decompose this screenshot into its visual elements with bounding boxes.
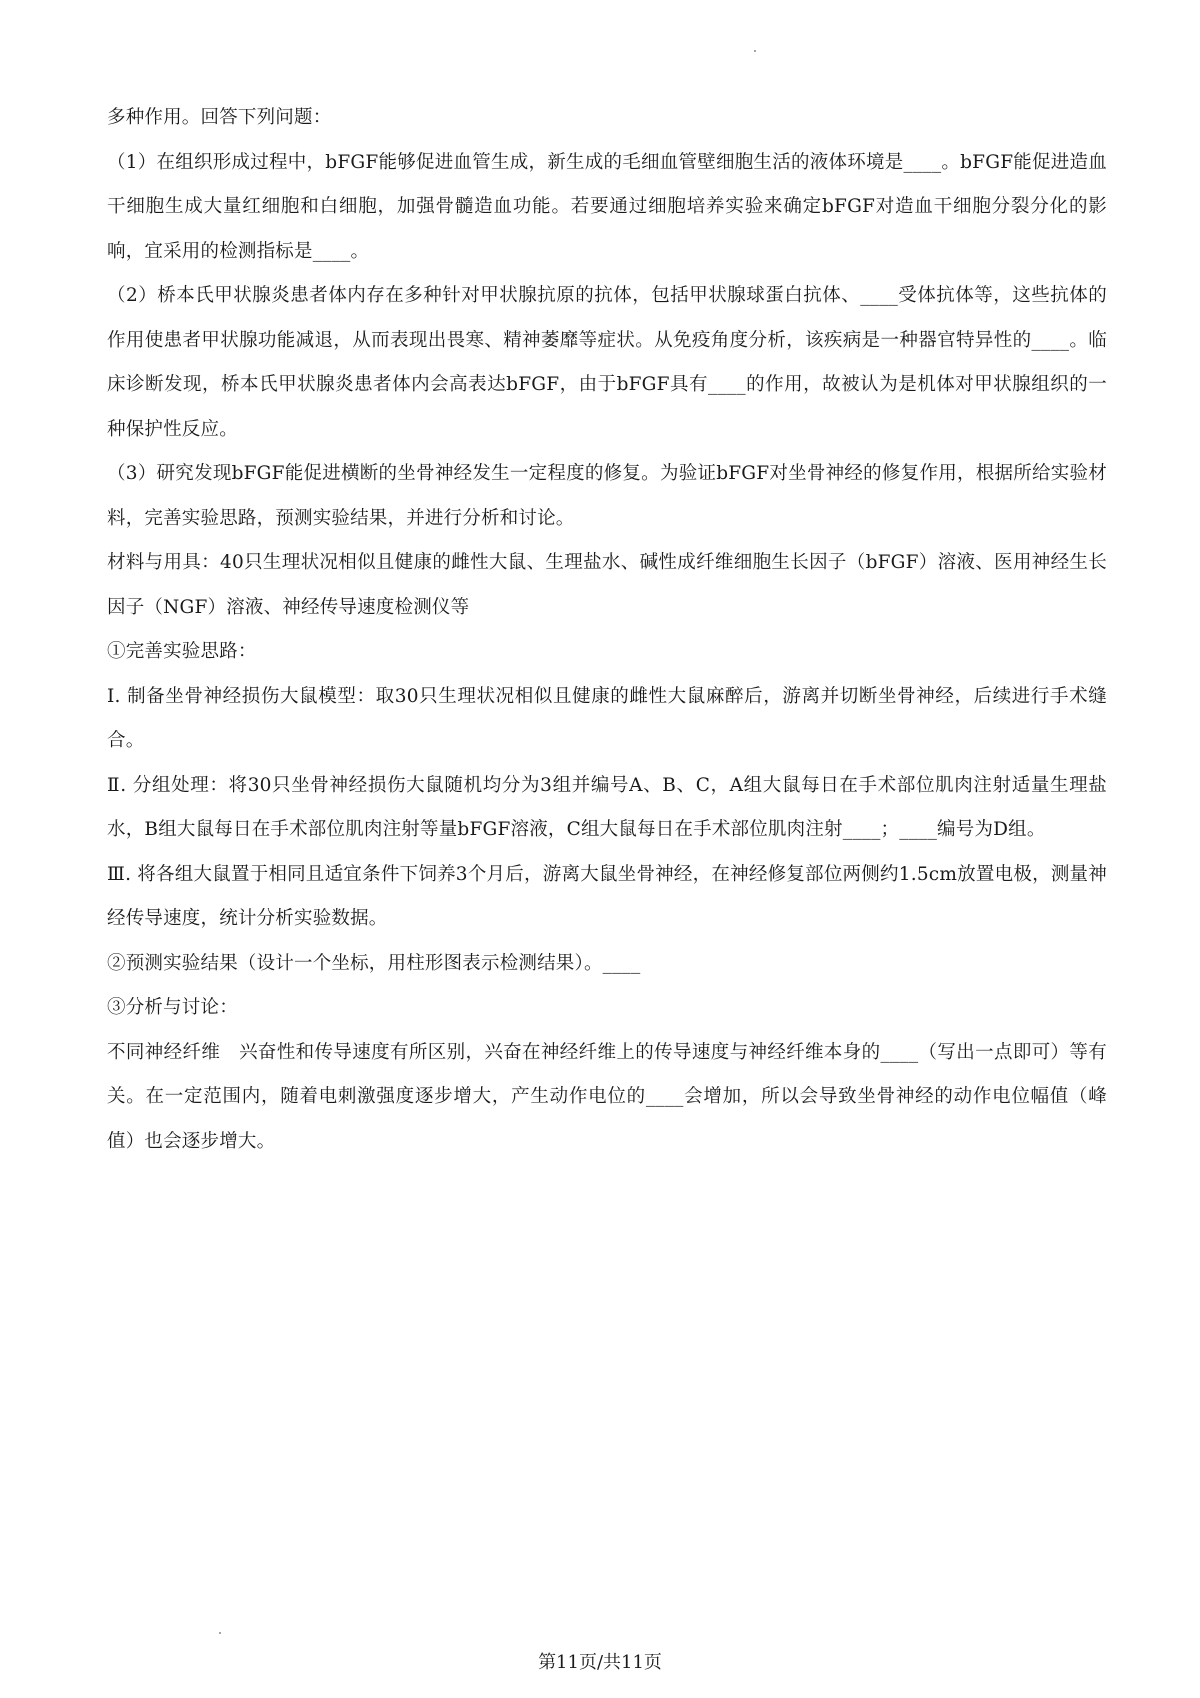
analysis-paragraph: 不同神经纤维 兴奋性和传导速度有所区别，兴奋在神经纤维上的传导速度与神经纤维本身的____（写出一点即可）等有关。在一定范围内，随着电刺激强度逐步增大，产生动作电位的____会增加，所以会导致坐骨神经的动作电位幅值（峰值）也会逐步增大。 [107, 1041, 1107, 1152]
predict-results: ②预测实验结果（设计一个坐标，用柱形图表示检测结果）。____ [107, 952, 641, 974]
scan-speck [754, 50, 756, 52]
scan-speck [219, 1632, 221, 1634]
question-part-3: （3）研究发现bFGF能促进横断的坐骨神经发生一定程度的修复。为验证bFGF对坐骨神经的修复作用，根据所给实验材料，完善实验思路，预测实验结果，并进行分析和讨论。 [107, 463, 1107, 529]
intro-line: 多种作用。回答下列问题： [107, 107, 332, 128]
analysis-heading: ③分析与讨论： [107, 997, 238, 1018]
question-part-1: （1）在组织形成过程中，bFGF能够促进血管生成，新生成的毛细血管壁细胞生活的液体环境是____。bFGF能促进造血干细胞生成大量红细胞和白细胞，加强骨髓造血功能。若要通过细胞培养实验来确定bFGF对造血干细胞分裂分化的影响，宜采用的检测指标是____。 [107, 151, 1107, 262]
experiment-idea-heading: ①完善实验思路： [107, 641, 257, 662]
question-body [107, 96, 1107, 1164]
step-2: Ⅱ. 分组处理：将30只坐骨神经损伤大鼠随机均分为3组并编号A、B、C，A组大鼠每日在手术部位肌肉注射适量生理盐水，B组大鼠每日在手术部位肌肉注射等量bFGF溶液，C组大鼠每日在手术部位肌肉注射____；____编号为D组。 [107, 774, 1107, 840]
materials-paragraph: 材料与用具：40只生理状况相似且健康的雌性大鼠、生理盐水、碱性成纤维细胞生长因子（bFGF）溶液、医用神经生长因子（NGF）溶液、神经传导速度检测仪等 [107, 552, 1107, 618]
step-1: I. 制备坐骨神经损伤大鼠模型：取30只生理状况相似且健康的雌性大鼠麻醉后，游离并切断坐骨神经，后续进行手术缝合。 [107, 685, 1107, 751]
step-3: Ⅲ. 将各组大鼠置于相同且适宜条件下饲养3个月后，游离大鼠坐骨神经，在神经修复部位两侧约1.5cm放置电极，测量神经传导速度，统计分析实验数据。 [107, 863, 1107, 929]
page-footer: 第11页/共11页 [538, 1652, 662, 1673]
question-part-2: （2）桥本氏甲状腺炎患者体内存在多种针对甲状腺抗原的抗体，包括甲状腺球蛋白抗体、____受体抗体等，这些抗体的作用使患者甲状腺功能减退，从而表现出畏寒、精神萎靡等症状。从免疫角度分析，该疾病是一种器官特异性的____。临床诊断发现，桥本氏甲状腺炎患者体内会高表达bFGF，由于bFGF具有____的作用，故被认为是机体对甲状腺组织的一种保护性反应。 [107, 285, 1107, 440]
